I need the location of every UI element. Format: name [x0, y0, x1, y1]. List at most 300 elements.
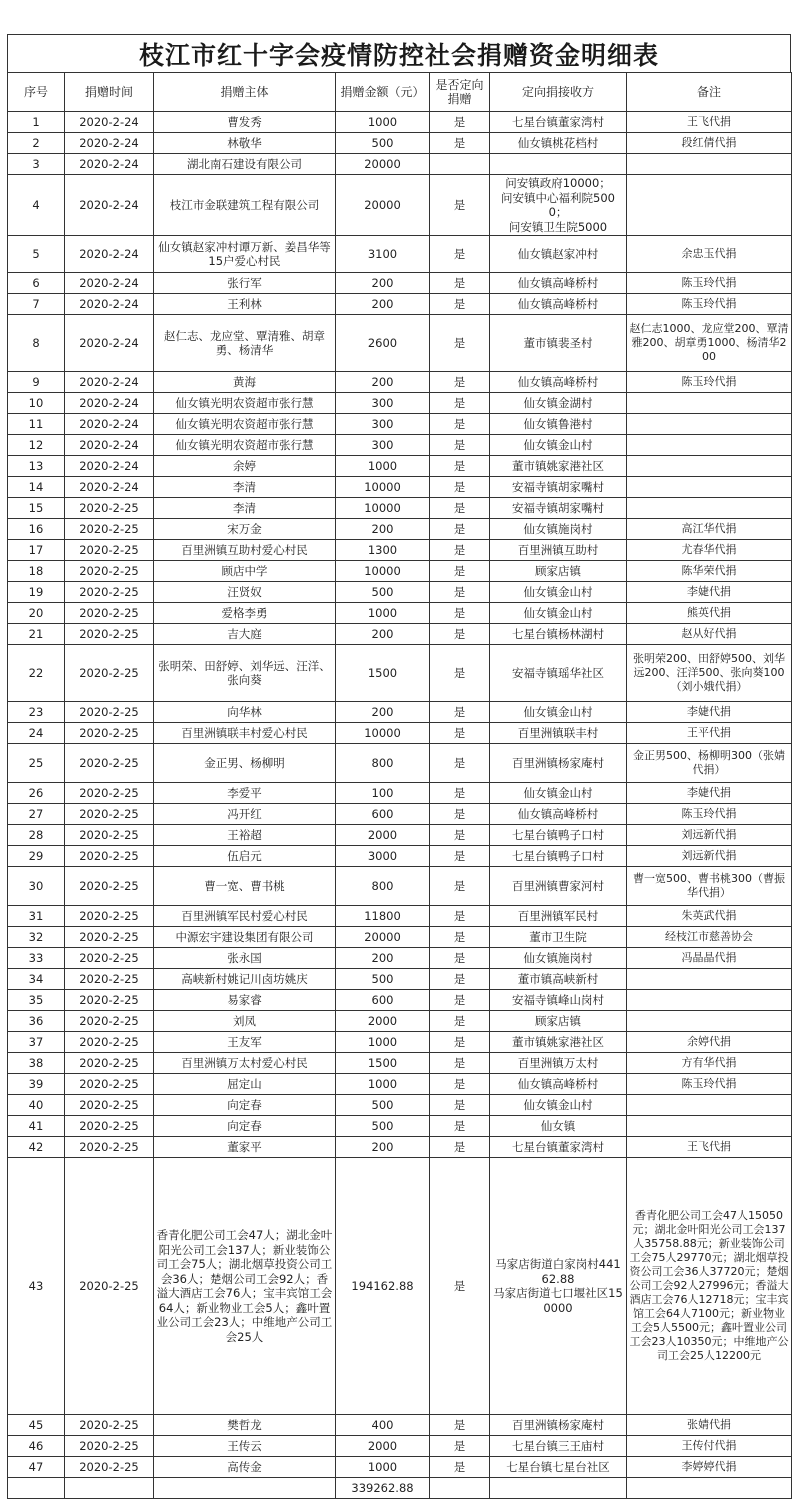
table-row [8, 906, 792, 927]
cell-directed: 是 [430, 519, 490, 540]
cell-note [627, 435, 792, 456]
table-row [8, 435, 792, 456]
cell-no: 22 [8, 645, 65, 702]
cell-amount: 194162.88 [336, 1158, 430, 1415]
cell-note: 段红倩代捐 [627, 133, 792, 154]
cell-note: 赵从好代捐 [627, 624, 792, 645]
cell-no: 34 [8, 969, 65, 990]
cell-no: 20 [8, 603, 65, 624]
total-note [627, 1478, 792, 1499]
cell-recipient: 董市镇姚家港社区 [490, 456, 627, 477]
table-row [8, 723, 792, 744]
cell-recipient: 安福寺镇瑶华社区 [490, 645, 627, 702]
header-directed: 是否定向捐赠 [430, 73, 490, 112]
cell-date: 2020-2-25 [65, 906, 154, 927]
cell-amount: 1000 [336, 1074, 430, 1095]
cell-donor: 高传金 [154, 1457, 336, 1478]
cell-directed: 是 [430, 723, 490, 744]
cell-directed: 是 [430, 783, 490, 804]
cell-directed: 是 [430, 236, 490, 273]
cell-directed: 是 [430, 435, 490, 456]
cell-note: 王平代捐 [627, 723, 792, 744]
cell-donor: 易家睿 [154, 990, 336, 1011]
cell-donor: 枝江市金联建筑工程有限公司 [154, 175, 336, 236]
cell-directed: 是 [430, 846, 490, 867]
cell-directed: 是 [430, 804, 490, 825]
cell-recipient: 仙女镇金山村 [490, 1095, 627, 1116]
cell-directed: 是 [430, 906, 490, 927]
cell-note: 高江华代捐 [627, 519, 792, 540]
cell-directed: 是 [430, 393, 490, 414]
table-row [8, 372, 792, 393]
cell-donor: 仙女镇光明农资超市张行慧 [154, 393, 336, 414]
cell-date: 2020-2-24 [65, 133, 154, 154]
cell-recipient: 百里洲镇杨家庵村 [490, 744, 627, 783]
cell-date: 2020-2-25 [65, 624, 154, 645]
cell-amount: 1300 [336, 540, 430, 561]
table-row [8, 236, 792, 273]
cell-amount: 11800 [336, 906, 430, 927]
cell-note: 冯晶晶代捐 [627, 948, 792, 969]
cell-donor: 李清 [154, 477, 336, 498]
cell-amount: 20000 [336, 927, 430, 948]
cell-directed: 是 [430, 540, 490, 561]
cell-note [627, 1011, 792, 1032]
cell-date: 2020-2-25 [65, 603, 154, 624]
cell-amount: 100 [336, 783, 430, 804]
cell-amount: 1000 [336, 112, 430, 133]
cell-directed: 是 [430, 1436, 490, 1457]
table-row [8, 133, 792, 154]
cell-note: 熊英代捐 [627, 603, 792, 624]
cell-directed: 是 [430, 1415, 490, 1436]
cell-amount: 10000 [336, 723, 430, 744]
cell-note: 赵仁志1000、龙应堂200、覃清雅200、胡章勇1000、杨清华200 [627, 315, 792, 372]
cell-donor: 冯开红 [154, 804, 336, 825]
cell-amount: 200 [336, 948, 430, 969]
cell-no: 8 [8, 315, 65, 372]
table-row [8, 927, 792, 948]
cell-donor: 吉大庭 [154, 624, 336, 645]
cell-recipient: 百里洲镇军民村 [490, 906, 627, 927]
cell-amount: 300 [336, 393, 430, 414]
table-row [8, 540, 792, 561]
cell-recipient: 仙女镇金山村 [490, 435, 627, 456]
cell-date: 2020-2-25 [65, 846, 154, 867]
cell-note: 张明荣200、田舒婷500、刘华远200、汪洋500、张向葵100（刘小娥代捐） [627, 645, 792, 702]
cell-no: 24 [8, 723, 65, 744]
cell-no: 15 [8, 498, 65, 519]
cell-recipient: 仙女镇高峰桥村 [490, 372, 627, 393]
cell-recipient: 仙女镇金湖村 [490, 393, 627, 414]
cell-donor: 张明荣、田舒婷、刘华远、汪洋、张向葵 [154, 645, 336, 702]
header-recipient: 定向捐接收方 [490, 73, 627, 112]
table-row [8, 702, 792, 723]
cell-recipient: 仙女镇高峰桥村 [490, 1074, 627, 1095]
cell-no: 39 [8, 1074, 65, 1095]
cell-donor: 向定春 [154, 1116, 336, 1137]
cell-amount: 1500 [336, 1053, 430, 1074]
cell-recipient: 百里洲镇互助村 [490, 540, 627, 561]
cell-directed: 是 [430, 990, 490, 1011]
table-row [8, 294, 792, 315]
cell-donor: 仙女镇光明农资超市张行慧 [154, 435, 336, 456]
cell-directed: 是 [430, 372, 490, 393]
cell-date: 2020-2-24 [65, 273, 154, 294]
cell-donor: 仙女镇赵家冲村谭万新、姜昌华等15户爱心村民 [154, 236, 336, 273]
cell-amount: 200 [336, 1137, 430, 1158]
cell-amount: 200 [336, 702, 430, 723]
table-row [8, 1415, 792, 1436]
cell-no: 36 [8, 1011, 65, 1032]
cell-recipient: 百里洲镇联丰村 [490, 723, 627, 744]
total-donor [154, 1478, 336, 1499]
table-row [8, 1074, 792, 1095]
cell-no: 38 [8, 1053, 65, 1074]
cell-no: 9 [8, 372, 65, 393]
cell-amount: 500 [336, 582, 430, 603]
table-row [8, 867, 792, 906]
cell-recipient: 仙女镇金山村 [490, 603, 627, 624]
cell-note: 王飞代捐 [627, 1137, 792, 1158]
total-date [65, 1478, 154, 1499]
cell-date: 2020-2-25 [65, 825, 154, 846]
cell-amount: 10000 [336, 561, 430, 582]
cell-amount: 1500 [336, 645, 430, 702]
cell-donor: 李清 [154, 498, 336, 519]
cell-date: 2020-2-25 [65, 1074, 154, 1095]
cell-note [627, 393, 792, 414]
cell-no: 42 [8, 1137, 65, 1158]
cell-note [627, 175, 792, 236]
cell-note [627, 414, 792, 435]
cell-no: 31 [8, 906, 65, 927]
cell-directed: 是 [430, 1011, 490, 1032]
header-note: 备注 [627, 73, 792, 112]
table-row [8, 112, 792, 133]
donation-sheet [7, 34, 791, 1499]
cell-note: 陈华荣代捐 [627, 561, 792, 582]
cell-date: 2020-2-25 [65, 582, 154, 603]
cell-note: 陈玉玲代捐 [627, 1074, 792, 1095]
cell-recipient [490, 154, 627, 175]
cell-donor: 百里洲镇互助村爱心村民 [154, 540, 336, 561]
cell-donor: 爱格李勇 [154, 603, 336, 624]
cell-recipient: 安福寺镇胡家嘴村 [490, 498, 627, 519]
cell-date: 2020-2-25 [65, 1415, 154, 1436]
cell-amount: 400 [336, 1415, 430, 1436]
cell-donor: 余婷 [154, 456, 336, 477]
cell-donor: 百里洲镇联丰村爱心村民 [154, 723, 336, 744]
cell-date: 2020-2-24 [65, 456, 154, 477]
cell-no: 16 [8, 519, 65, 540]
donation-table [7, 72, 792, 1499]
table-row [8, 1116, 792, 1137]
cell-donor: 曹一宽、曹书桃 [154, 867, 336, 906]
cell-directed: 是 [430, 315, 490, 372]
cell-date: 2020-2-25 [65, 561, 154, 582]
cell-directed: 是 [430, 561, 490, 582]
cell-recipient: 顾家店镇 [490, 561, 627, 582]
table-row [8, 1011, 792, 1032]
cell-amount: 500 [336, 1116, 430, 1137]
header-amount: 捐赠金额（元） [336, 73, 430, 112]
table-row [8, 393, 792, 414]
cell-directed: 是 [430, 1074, 490, 1095]
cell-note: 余婷代捐 [627, 1032, 792, 1053]
cell-note: 方有华代捐 [627, 1053, 792, 1074]
cell-directed: 是 [430, 969, 490, 990]
cell-directed: 是 [430, 477, 490, 498]
table-row [8, 582, 792, 603]
cell-no: 1 [8, 112, 65, 133]
cell-recipient: 仙女镇 [490, 1116, 627, 1137]
cell-donor: 百里洲镇军民村爱心村民 [154, 906, 336, 927]
cell-recipient: 百里洲镇万太村 [490, 1053, 627, 1074]
cell-no: 18 [8, 561, 65, 582]
cell-date: 2020-2-25 [65, 927, 154, 948]
cell-note: 刘远新代捐 [627, 825, 792, 846]
cell-date: 2020-2-25 [65, 1158, 154, 1415]
cell-directed: 是 [430, 645, 490, 702]
cell-donor: 董家平 [154, 1137, 336, 1158]
cell-note [627, 969, 792, 990]
cell-date: 2020-2-25 [65, 1457, 154, 1478]
table-row [8, 154, 792, 175]
cell-donor: 李爱平 [154, 783, 336, 804]
total-no [8, 1478, 65, 1499]
table-row [8, 744, 792, 783]
cell-directed: 是 [430, 948, 490, 969]
cell-donor: 刘凤 [154, 1011, 336, 1032]
cell-date: 2020-2-25 [65, 783, 154, 804]
cell-directed: 是 [430, 133, 490, 154]
cell-directed: 是 [430, 702, 490, 723]
cell-amount: 200 [336, 273, 430, 294]
cell-directed: 是 [430, 294, 490, 315]
cell-amount: 3000 [336, 846, 430, 867]
cell-no: 40 [8, 1095, 65, 1116]
cell-directed: 是 [430, 1457, 490, 1478]
cell-note: 李婕代捐 [627, 783, 792, 804]
cell-recipient: 顾家店镇 [490, 1011, 627, 1032]
cell-donor: 高峡新村姚记川卤坊姚庆 [154, 969, 336, 990]
cell-note: 李婷婷代捐 [627, 1457, 792, 1478]
table-row [8, 948, 792, 969]
cell-note [627, 456, 792, 477]
cell-directed: 是 [430, 456, 490, 477]
cell-note [627, 477, 792, 498]
table-row [8, 315, 792, 372]
cell-note: 曹一宽500、曹书桃300（曹振华代捐） [627, 867, 792, 906]
cell-donor: 中源宏宇建设集团有限公司 [154, 927, 336, 948]
cell-note: 李婕代捐 [627, 702, 792, 723]
table-row [8, 804, 792, 825]
cell-donor: 赵仁志、龙应堂、覃清雅、胡章勇、杨清华 [154, 315, 336, 372]
cell-donor: 王友军 [154, 1032, 336, 1053]
cell-recipient: 仙女镇施岗村 [490, 948, 627, 969]
cell-recipient: 董市镇高峡新村 [490, 969, 627, 990]
table-row [8, 561, 792, 582]
cell-date: 2020-2-25 [65, 645, 154, 702]
table-row [8, 624, 792, 645]
cell-donor: 向华林 [154, 702, 336, 723]
cell-date: 2020-2-25 [65, 1011, 154, 1032]
cell-amount: 800 [336, 744, 430, 783]
cell-donor: 曹发秀 [154, 112, 336, 133]
cell-no: 33 [8, 948, 65, 969]
table-row [8, 1158, 792, 1415]
cell-amount: 20000 [336, 154, 430, 175]
cell-donor: 王传云 [154, 1436, 336, 1457]
cell-no: 3 [8, 154, 65, 175]
cell-no: 26 [8, 783, 65, 804]
table-row [8, 1436, 792, 1457]
cell-donor: 王利林 [154, 294, 336, 315]
cell-no: 28 [8, 825, 65, 846]
cell-date: 2020-2-25 [65, 1053, 154, 1074]
cell-date: 2020-2-24 [65, 154, 154, 175]
table-row [8, 846, 792, 867]
cell-note [627, 990, 792, 1011]
cell-date: 2020-2-25 [65, 1116, 154, 1137]
cell-donor: 王裕超 [154, 825, 336, 846]
cell-note: 张婧代捐 [627, 1415, 792, 1436]
cell-recipient: 七星台镇三王庙村 [490, 1436, 627, 1457]
cell-recipient: 仙女镇桃花档村 [490, 133, 627, 154]
cell-date: 2020-2-25 [65, 804, 154, 825]
cell-date: 2020-2-25 [65, 1032, 154, 1053]
cell-date: 2020-2-25 [65, 990, 154, 1011]
cell-amount: 1000 [336, 456, 430, 477]
header-donor: 捐赠主体 [154, 73, 336, 112]
cell-no: 5 [8, 236, 65, 273]
cell-directed [430, 154, 490, 175]
table-row [8, 477, 792, 498]
cell-no: 32 [8, 927, 65, 948]
cell-date: 2020-2-24 [65, 372, 154, 393]
cell-amount: 200 [336, 372, 430, 393]
cell-directed: 是 [430, 582, 490, 603]
cell-amount: 2000 [336, 1436, 430, 1457]
cell-directed: 是 [430, 1116, 490, 1137]
table-row [8, 1095, 792, 1116]
cell-no: 25 [8, 744, 65, 783]
cell-donor: 仙女镇光明农资超市张行慧 [154, 414, 336, 435]
cell-donor: 屈定山 [154, 1074, 336, 1095]
total-row [8, 1478, 792, 1499]
cell-amount: 1000 [336, 1457, 430, 1478]
header-row [8, 73, 792, 112]
header-no: 序号 [8, 73, 65, 112]
cell-note: 王传付代捐 [627, 1436, 792, 1457]
cell-recipient: 董市镇裴圣村 [490, 315, 627, 372]
cell-note [627, 1095, 792, 1116]
cell-no: 6 [8, 273, 65, 294]
cell-directed: 是 [430, 1137, 490, 1158]
header-date: 捐赠时间 [65, 73, 154, 112]
cell-note: 陈玉玲代捐 [627, 372, 792, 393]
cell-note [627, 1116, 792, 1137]
cell-donor: 百里洲镇万太村爱心村民 [154, 1053, 336, 1074]
cell-note: 余忠玉代捐 [627, 236, 792, 273]
cell-donor: 香青化肥公司工会47人；湖北金叶阳光公司工会137人；新业装饰公司工会75人；湖北烟草投资公司工会36人；楚烟公司工会92人；香溢大酒店工会76人；宝丰宾馆工会64人；新业物业工会5人；鑫叶置业公司工会23人；中维地产公司工会25人 [154, 1158, 336, 1415]
cell-no: 30 [8, 867, 65, 906]
cell-amount: 600 [336, 804, 430, 825]
cell-note: 王飞代捐 [627, 112, 792, 133]
cell-directed: 是 [430, 927, 490, 948]
cell-directed: 是 [430, 1032, 490, 1053]
cell-date: 2020-2-25 [65, 519, 154, 540]
cell-recipient: 仙女镇高峰桥村 [490, 273, 627, 294]
cell-amount: 1000 [336, 1032, 430, 1053]
cell-recipient: 百里洲镇曹家河村 [490, 867, 627, 906]
cell-no: 45 [8, 1415, 65, 1436]
cell-date: 2020-2-24 [65, 294, 154, 315]
table-row [8, 1053, 792, 1074]
cell-recipient: 七星台镇杨林湖村 [490, 624, 627, 645]
cell-no: 17 [8, 540, 65, 561]
cell-note: 陈玉玲代捐 [627, 804, 792, 825]
cell-date: 2020-2-25 [65, 1436, 154, 1457]
table-row [8, 825, 792, 846]
cell-directed: 是 [430, 1158, 490, 1415]
cell-amount: 500 [336, 1095, 430, 1116]
cell-recipient: 仙女镇鲁港村 [490, 414, 627, 435]
cell-no: 11 [8, 414, 65, 435]
cell-date: 2020-2-25 [65, 969, 154, 990]
cell-directed: 是 [430, 603, 490, 624]
cell-note [627, 498, 792, 519]
cell-date: 2020-2-25 [65, 867, 154, 906]
cell-directed: 是 [430, 414, 490, 435]
cell-recipient: 仙女镇金山村 [490, 783, 627, 804]
cell-date: 2020-2-24 [65, 315, 154, 372]
table-row [8, 273, 792, 294]
cell-directed: 是 [430, 867, 490, 906]
cell-no: 43 [8, 1158, 65, 1415]
cell-date: 2020-2-25 [65, 1137, 154, 1158]
cell-note: 朱英武代捐 [627, 906, 792, 927]
cell-date: 2020-2-25 [65, 540, 154, 561]
cell-note: 香青化肥公司工会47人15050元；湖北金叶阳光公司工会137人35758.88元；新业装饰公司工会75人29770元；湖北烟草投资公司工会36人37720元；楚烟公司工会92人27996元；香溢大酒店工会76人12718元；宝丰宾馆工会64人7100元；新业物业工会5人5500元；鑫叶置业公司工会23人10350元；中维地产公司工会25人12200元 [627, 1158, 792, 1415]
cell-directed: 是 [430, 825, 490, 846]
cell-no: 7 [8, 294, 65, 315]
cell-directed: 是 [430, 112, 490, 133]
cell-date: 2020-2-25 [65, 744, 154, 783]
cell-recipient: 安福寺镇胡家嘴村 [490, 477, 627, 498]
cell-directed: 是 [430, 498, 490, 519]
cell-donor: 顾店中学 [154, 561, 336, 582]
cell-directed: 是 [430, 273, 490, 294]
cell-donor: 宋万金 [154, 519, 336, 540]
cell-amount: 200 [336, 294, 430, 315]
cell-note: 尤春华代捐 [627, 540, 792, 561]
cell-date: 2020-2-25 [65, 702, 154, 723]
cell-note: 陈玉玲代捐 [627, 294, 792, 315]
cell-note: 李婕代捐 [627, 582, 792, 603]
cell-amount: 800 [336, 867, 430, 906]
cell-date: 2020-2-25 [65, 948, 154, 969]
cell-donor: 向定春 [154, 1095, 336, 1116]
cell-recipient: 七星台镇鸭子口村 [490, 825, 627, 846]
table-row [8, 519, 792, 540]
cell-recipient: 仙女镇高峰桥村 [490, 294, 627, 315]
cell-amount: 600 [336, 990, 430, 1011]
cell-no: 29 [8, 846, 65, 867]
cell-date: 2020-2-24 [65, 435, 154, 456]
cell-amount: 2000 [336, 1011, 430, 1032]
